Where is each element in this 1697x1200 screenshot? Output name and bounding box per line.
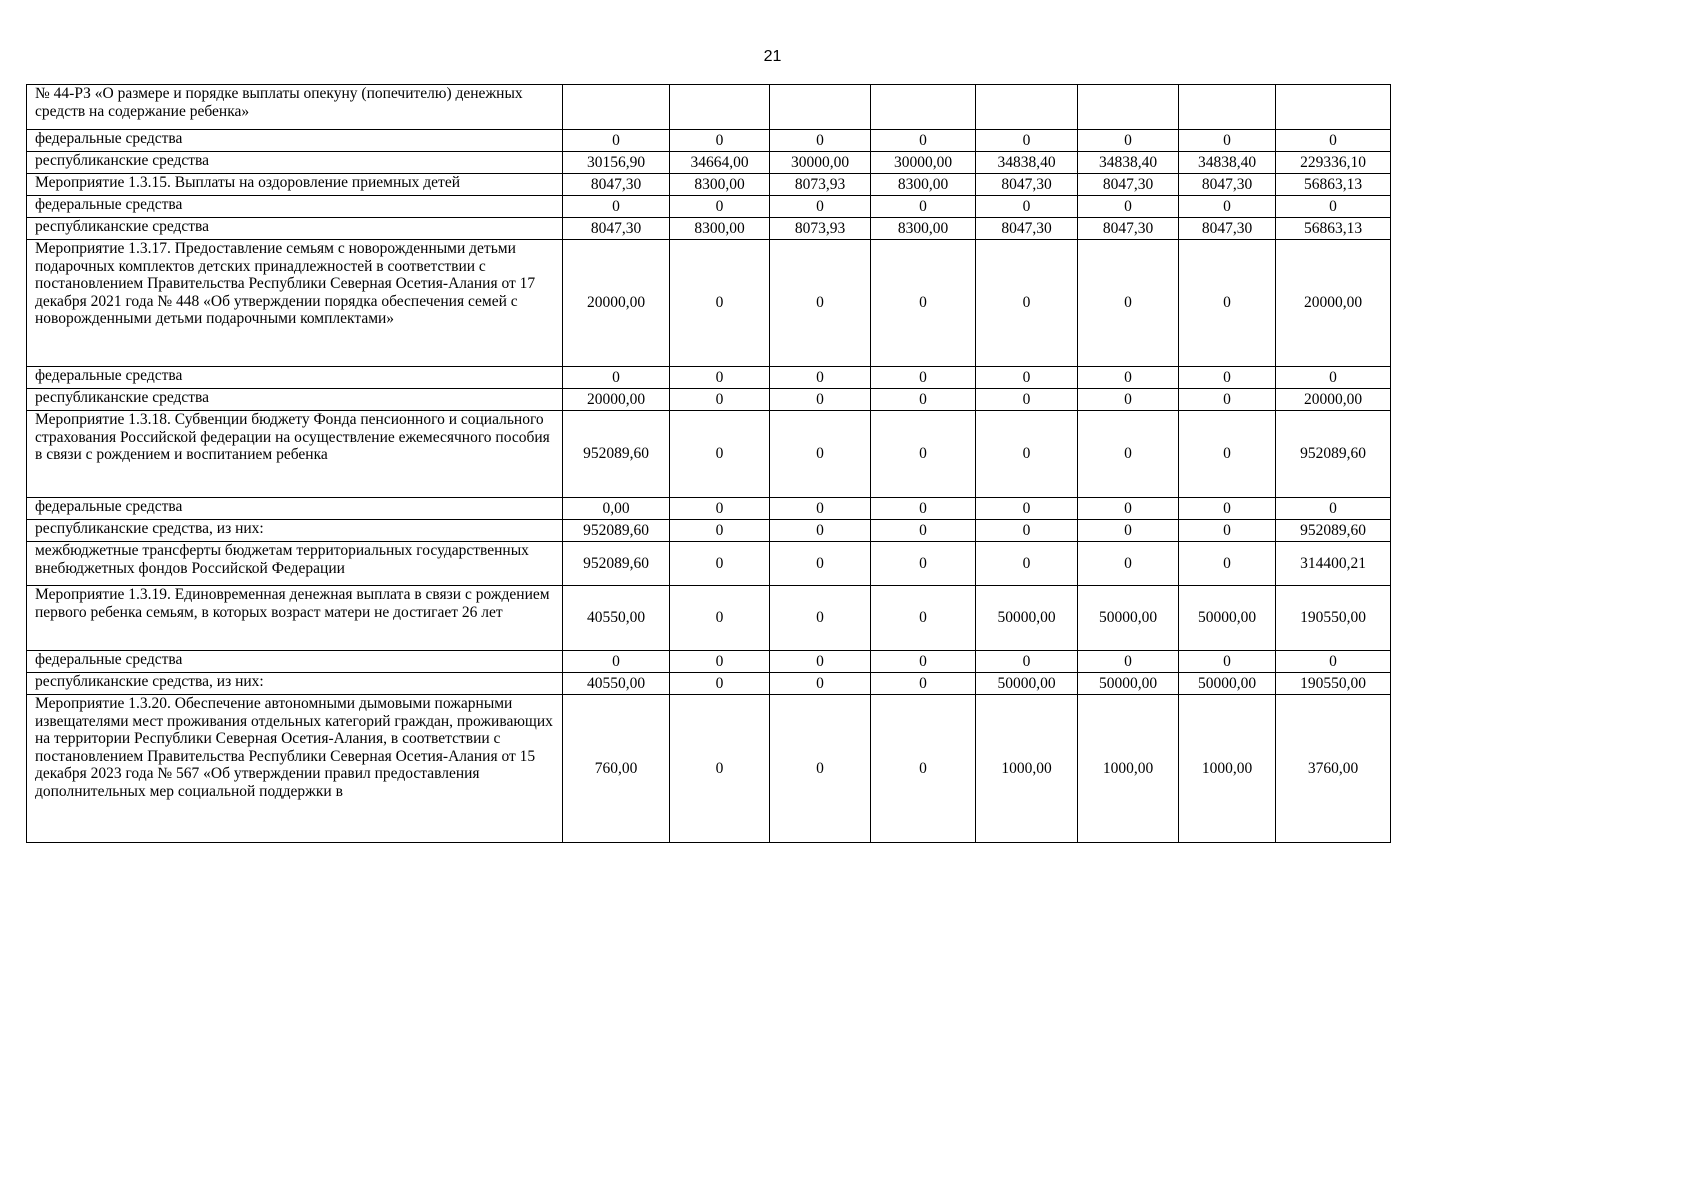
value-cell bbox=[563, 85, 670, 130]
value-cell: 0 bbox=[670, 520, 770, 542]
row-label: федеральные средства bbox=[27, 651, 563, 673]
value-cell: 0 bbox=[1179, 498, 1276, 520]
value-cell: 0 bbox=[1179, 651, 1276, 673]
value-cell: 952089,60 bbox=[1276, 520, 1391, 542]
value-cell bbox=[770, 85, 871, 130]
value-cell: 0 bbox=[1179, 130, 1276, 152]
value-cell: 0 bbox=[871, 367, 976, 389]
value-cell: 0 bbox=[871, 498, 976, 520]
value-cell: 0 bbox=[563, 130, 670, 152]
value-cell: 0 bbox=[1078, 498, 1179, 520]
value-cell: 0 bbox=[1078, 542, 1179, 586]
value-cell: 0 bbox=[871, 240, 976, 367]
value-cell: 50000,00 bbox=[1179, 586, 1276, 651]
value-cell: 0 bbox=[670, 695, 770, 843]
table-row bbox=[27, 389, 1391, 411]
value-cell: 0 bbox=[871, 196, 976, 218]
value-cell: 34664,00 bbox=[670, 152, 770, 174]
value-cell: 8073,93 bbox=[770, 174, 871, 196]
value-cell: 0 bbox=[670, 651, 770, 673]
value-cell: 952089,60 bbox=[563, 542, 670, 586]
table-row bbox=[27, 586, 1391, 651]
value-cell: 0 bbox=[976, 240, 1078, 367]
value-cell: 0 bbox=[670, 367, 770, 389]
value-cell: 0 bbox=[976, 367, 1078, 389]
value-cell: 0 bbox=[770, 673, 871, 695]
value-cell: 1000,00 bbox=[976, 695, 1078, 843]
value-cell: 40550,00 bbox=[563, 673, 670, 695]
value-cell: 8047,30 bbox=[976, 174, 1078, 196]
row-label: республиканские средства bbox=[27, 152, 563, 174]
value-cell: 8300,00 bbox=[871, 218, 976, 240]
value-cell: 0 bbox=[871, 542, 976, 586]
value-cell: 8300,00 bbox=[670, 174, 770, 196]
table-row bbox=[27, 152, 1391, 174]
value-cell: 190550,00 bbox=[1276, 673, 1391, 695]
value-cell: 56863,13 bbox=[1276, 174, 1391, 196]
value-cell: 0 bbox=[1276, 196, 1391, 218]
value-cell: 30000,00 bbox=[770, 152, 871, 174]
value-cell bbox=[1078, 85, 1179, 130]
row-label: Мероприятие 1.3.18. Субвенции бюджету Фонда пенсионного и социального страхования Российской федерации на осуществление ежемесячного пособия в связи с рождением и воспитанием ребенка bbox=[27, 411, 563, 498]
value-cell: 0 bbox=[670, 389, 770, 411]
value-cell: 8047,30 bbox=[976, 218, 1078, 240]
value-cell: 3760,00 bbox=[1276, 695, 1391, 843]
value-cell: 8047,30 bbox=[563, 174, 670, 196]
value-cell: 0 bbox=[770, 196, 871, 218]
row-label: республиканские средства, из них: bbox=[27, 520, 563, 542]
value-cell: 0 bbox=[976, 196, 1078, 218]
value-cell: 50000,00 bbox=[976, 673, 1078, 695]
value-cell: 760,00 bbox=[563, 695, 670, 843]
value-cell: 0 bbox=[563, 367, 670, 389]
value-cell: 0 bbox=[1078, 389, 1179, 411]
row-label: федеральные средства bbox=[27, 367, 563, 389]
value-cell: 0 bbox=[1179, 240, 1276, 367]
value-cell: 0 bbox=[976, 520, 1078, 542]
value-cell: 0 bbox=[871, 586, 976, 651]
value-cell: 0 bbox=[770, 240, 871, 367]
value-cell: 0 bbox=[770, 389, 871, 411]
row-label: республиканские средства bbox=[27, 389, 563, 411]
value-cell: 0 bbox=[770, 586, 871, 651]
row-label: федеральные средства bbox=[27, 130, 563, 152]
value-cell: 50000,00 bbox=[1078, 586, 1179, 651]
table-row bbox=[27, 542, 1391, 586]
value-cell: 50000,00 bbox=[976, 586, 1078, 651]
value-cell: 229336,10 bbox=[1276, 152, 1391, 174]
value-cell: 0 bbox=[871, 411, 976, 498]
table-row bbox=[27, 673, 1391, 695]
value-cell: 0 bbox=[670, 542, 770, 586]
value-cell: 20000,00 bbox=[1276, 389, 1391, 411]
value-cell: 0 bbox=[670, 586, 770, 651]
value-cell: 8047,30 bbox=[1078, 218, 1179, 240]
value-cell: 0 bbox=[770, 651, 871, 673]
value-cell: 0 bbox=[670, 196, 770, 218]
row-label: республиканские средства bbox=[27, 218, 563, 240]
value-cell: 0 bbox=[1078, 130, 1179, 152]
value-cell: 0 bbox=[1179, 411, 1276, 498]
value-cell: 0 bbox=[563, 196, 670, 218]
value-cell: 1000,00 bbox=[1179, 695, 1276, 843]
row-label: Мероприятие 1.3.19. Единовременная денежная выплата в связи с рождением первого ребенка семьям, в которых возраст матери не достигает 26 лет bbox=[27, 586, 563, 651]
value-cell: 0 bbox=[976, 651, 1078, 673]
value-cell: 0 bbox=[670, 240, 770, 367]
value-cell bbox=[1276, 85, 1391, 130]
value-cell: 0 bbox=[871, 651, 976, 673]
value-cell bbox=[670, 85, 770, 130]
value-cell: 1000,00 bbox=[1078, 695, 1179, 843]
value-cell: 8300,00 bbox=[871, 174, 976, 196]
value-cell: 0 bbox=[976, 542, 1078, 586]
value-cell: 0 bbox=[1276, 651, 1391, 673]
value-cell: 0 bbox=[670, 673, 770, 695]
row-label: Мероприятие 1.3.15. Выплаты на оздоровление приемных детей bbox=[27, 174, 563, 196]
value-cell: 0 bbox=[1078, 196, 1179, 218]
table-row bbox=[27, 695, 1391, 843]
value-cell: 0 bbox=[1179, 542, 1276, 586]
row-label: № 44-РЗ «О размере и порядке выплаты опекуну (попечителю) денежных средств на содержание ребенка» bbox=[27, 85, 563, 130]
value-cell: 0 bbox=[1276, 130, 1391, 152]
value-cell: 0 bbox=[770, 130, 871, 152]
value-cell: 0 bbox=[1179, 367, 1276, 389]
value-cell: 0 bbox=[1276, 498, 1391, 520]
value-cell: 30156,90 bbox=[563, 152, 670, 174]
value-cell bbox=[871, 85, 976, 130]
value-cell: 0,00 bbox=[563, 498, 670, 520]
row-label: Мероприятие 1.3.20. Обеспечение автономными дымовыми пожарными извещателями мест проживания отдельных категорий граждан, проживающих на территории Республики Северная Осетия-Алания, в соответствии с постановлением Правительства Республики Северная Осетия-Алания от 15 декабря 2023 года № 567 «Об утверждении правил предоставления дополнительных мер социальной поддержки в bbox=[27, 695, 563, 843]
funding-table bbox=[26, 84, 1391, 843]
value-cell: 0 bbox=[770, 695, 871, 843]
value-cell: 0 bbox=[976, 389, 1078, 411]
value-cell: 0 bbox=[670, 498, 770, 520]
value-cell: 0 bbox=[976, 498, 1078, 520]
value-cell: 8300,00 bbox=[670, 218, 770, 240]
value-cell: 20000,00 bbox=[563, 389, 670, 411]
value-cell: 50000,00 bbox=[1179, 673, 1276, 695]
value-cell: 0 bbox=[871, 130, 976, 152]
table-row bbox=[27, 174, 1391, 196]
table-row bbox=[27, 85, 1391, 130]
value-cell: 0 bbox=[1078, 520, 1179, 542]
table-body bbox=[27, 85, 1391, 843]
row-label: федеральные средства bbox=[27, 498, 563, 520]
value-cell: 34838,40 bbox=[1179, 152, 1276, 174]
value-cell: 0 bbox=[871, 695, 976, 843]
value-cell: 190550,00 bbox=[1276, 586, 1391, 651]
value-cell: 20000,00 bbox=[1276, 240, 1391, 367]
value-cell: 952089,60 bbox=[563, 411, 670, 498]
value-cell: 8047,30 bbox=[1078, 174, 1179, 196]
table-row bbox=[27, 130, 1391, 152]
value-cell: 20000,00 bbox=[563, 240, 670, 367]
value-cell: 0 bbox=[770, 542, 871, 586]
value-cell: 34838,40 bbox=[1078, 152, 1179, 174]
row-label: Мероприятие 1.3.17. Предоставление семьям с новорожденными детьми подарочных комплектов детских принадлежностей в соответствии с постановлением Правительства Республики Северная Осетия-Алания от 17 декабря 2021 года № 448 «Об утверждении порядка обеспечения семей с новорожденными детьми подарочными комплектами» bbox=[27, 240, 563, 367]
value-cell: 8047,30 bbox=[1179, 218, 1276, 240]
value-cell: 0 bbox=[670, 130, 770, 152]
value-cell: 8047,30 bbox=[563, 218, 670, 240]
value-cell: 0 bbox=[770, 498, 871, 520]
value-cell: 0 bbox=[976, 130, 1078, 152]
value-cell: 0 bbox=[1179, 196, 1276, 218]
value-cell: 8047,30 bbox=[1179, 174, 1276, 196]
value-cell: 0 bbox=[871, 520, 976, 542]
row-label: межбюджетные трансферты бюджетам территориальных государственных внебюджетных фондов Российской Федерации bbox=[27, 542, 563, 586]
table-row bbox=[27, 218, 1391, 240]
value-cell: 0 bbox=[1179, 389, 1276, 411]
value-cell: 0 bbox=[1276, 367, 1391, 389]
table-row bbox=[27, 651, 1391, 673]
value-cell: 952089,60 bbox=[563, 520, 670, 542]
value-cell: 8073,93 bbox=[770, 218, 871, 240]
value-cell: 0 bbox=[871, 389, 976, 411]
value-cell: 50000,00 bbox=[1078, 673, 1179, 695]
table-row bbox=[27, 240, 1391, 367]
value-cell: 0 bbox=[1078, 240, 1179, 367]
value-cell: 0 bbox=[1078, 651, 1179, 673]
value-cell: 314400,21 bbox=[1276, 542, 1391, 586]
value-cell: 30000,00 bbox=[871, 152, 976, 174]
value-cell: 0 bbox=[1179, 520, 1276, 542]
page-number: 21 bbox=[763, 48, 782, 65]
value-cell: 40550,00 bbox=[563, 586, 670, 651]
value-cell: 56863,13 bbox=[1276, 218, 1391, 240]
value-cell: 0 bbox=[670, 411, 770, 498]
value-cell bbox=[976, 85, 1078, 130]
value-cell bbox=[1179, 85, 1276, 130]
value-cell: 0 bbox=[871, 673, 976, 695]
value-cell: 0 bbox=[770, 411, 871, 498]
value-cell: 0 bbox=[770, 367, 871, 389]
value-cell: 0 bbox=[770, 520, 871, 542]
table-row bbox=[27, 498, 1391, 520]
table-row bbox=[27, 411, 1391, 498]
value-cell: 0 bbox=[1078, 411, 1179, 498]
value-cell: 0 bbox=[1078, 367, 1179, 389]
value-cell: 0 bbox=[563, 651, 670, 673]
value-cell: 34838,40 bbox=[976, 152, 1078, 174]
value-cell: 952089,60 bbox=[1276, 411, 1391, 498]
table-row bbox=[27, 196, 1391, 218]
row-label: федеральные средства bbox=[27, 196, 563, 218]
table-row bbox=[27, 520, 1391, 542]
row-label: республиканские средства, из них: bbox=[27, 673, 563, 695]
value-cell: 0 bbox=[976, 411, 1078, 498]
table-row bbox=[27, 367, 1391, 389]
